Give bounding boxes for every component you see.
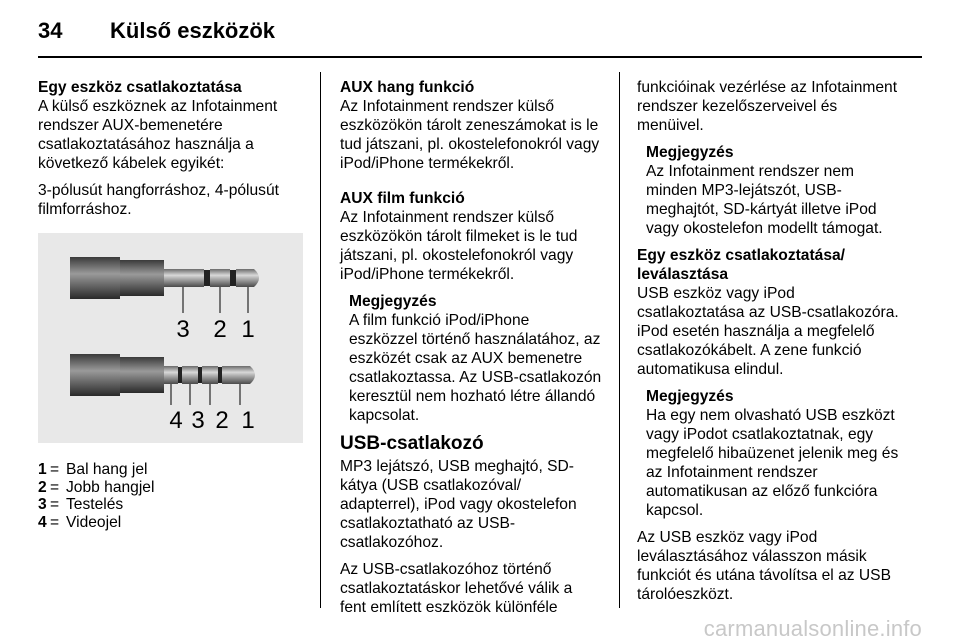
legend-text: Jobb hangjel (66, 478, 155, 496)
plug-3-sleeve (164, 269, 204, 287)
legend-list (38, 461, 300, 531)
plug-3-ring-insulator-2 (230, 270, 236, 286)
usb-text-1: MP3 lejátszó, USB meghajtó, SD-kátya (USB csatlakozóval/ adapterrel), iPod vagy okostelefon csatlakoztatható az USB-csatlakozóhoz. (340, 458, 577, 551)
plug-4-tip (222, 366, 255, 384)
plug-4-label-1: 1 (241, 407, 255, 434)
disconnect-text: Az USB eszköz vagy iPod leválasztásához válasszon másik funkciót és utána távolítsa el az USB tárolóeszközt. (637, 529, 891, 603)
legend-equals: = (50, 478, 60, 496)
page-title: Külső eszközök (110, 18, 276, 43)
page-number: 34 (38, 18, 63, 43)
legend-text: Bal hang jel (66, 461, 148, 478)
usb-text-2: Az USB-csatlakozóhoz történő csatlakoztatáskor lehetővé válik a fent említett eszközök különféle (340, 561, 573, 616)
note-box (646, 387, 899, 520)
header-rule (38, 56, 922, 58)
plug-3-ring-insulator-1 (204, 270, 210, 286)
legend-item (38, 461, 300, 479)
plug-3-label-1: 1 (241, 316, 255, 343)
legend-item (38, 514, 300, 532)
plug-3-grip (70, 257, 120, 299)
legend-item (38, 479, 300, 497)
plug-4-label-2: 2 (215, 407, 229, 434)
jack-plug-figure (38, 233, 303, 443)
plug-3-label-3: 3 (176, 316, 190, 343)
watermark: carmanualsonline.info (703, 616, 922, 641)
legend-number: 2 (38, 478, 47, 496)
connect-paragraph: A külső eszköznek az Infotainment rendszer AUX-bemenetére csatlakoztatásához használja a következő kábelek egyikét: (38, 98, 278, 172)
note-box (349, 292, 602, 425)
plug-3-collar (120, 260, 164, 296)
section-heading-connect: Egy eszköz csatlakoztatása (38, 79, 242, 96)
note-text: Ha egy nem olvasható USB eszközt vagy iPodot csatlakoztatnak, egy megfelelő hibaüzenet jelenik meg és az Infotainment rendszer automatikusan az előző funkcióra kapcsol. (646, 407, 899, 519)
plug-3-ring (210, 269, 230, 287)
pole-paragraph: 3-pólusút hangforráshoz, 4-pólusút filmforráshoz. (38, 182, 279, 218)
plug-3-label-2: 2 (213, 316, 227, 343)
column-1 (38, 78, 300, 531)
plug-4-ring-1 (182, 366, 198, 384)
column-divider-1 (320, 72, 321, 608)
plug-4-grip (70, 354, 120, 396)
legend-text: Videojel (66, 513, 122, 531)
note-title: Megjegyzés (349, 293, 437, 310)
column-divider-2 (619, 72, 620, 608)
note-text: A film funkció iPod/iPhone eszközzel történő használatához, az eszközét csak az AUX bemenetre csatlakoztassa. Az USB-csatlakozón keresztül nem hozható létre állandó kapcsolat. (349, 312, 602, 424)
plug-4-collar (120, 357, 164, 393)
note-text: Az Infotainment rendszer nem minden MP3-lejátszót, USB-meghajtót, SD-kártyát illetve iPod vagy okostelefon modellt támogat. (646, 163, 883, 237)
usb-heading: USB-csatlakozó (340, 433, 484, 454)
plug-4-pole (70, 354, 255, 434)
legend-number: 3 (38, 496, 47, 513)
connect-disconnect-heading: Egy eszköz csatlakoztatása/ leválasztása (637, 247, 846, 283)
plug-3-tip (236, 269, 259, 287)
jack-plugs-illustration (38, 233, 303, 443)
legend-item (38, 496, 300, 514)
legend-number: 1 (38, 461, 47, 478)
column-2 (340, 78, 602, 625)
column-3 (637, 78, 899, 612)
legend-equals: = (50, 496, 60, 513)
aux-sound-text: Az Infotainment rendszer külső eszközökön tárolt zeneszámokat is le tud játszani, pl. okostelefonokról vagy iPod/iPhone termékekről. (340, 98, 600, 172)
note-box (646, 143, 899, 238)
plug-4-insulator-3 (218, 367, 222, 383)
plug-4-ring-2 (202, 366, 218, 384)
plug-4-insulator-2 (198, 367, 202, 383)
page-header (38, 18, 275, 44)
plug-4-sleeve (164, 366, 178, 384)
continued-text: funkcióinak vezérlése az Infotainment rendszer kezelőszerveivel és menüivel. (637, 79, 898, 134)
legend-equals: = (50, 513, 60, 531)
aux-film-text: Az Infotainment rendszer külső eszközökön tárolt filmeket is le tud játszani, pl. okostelefonokról vagy iPod/iPhone termékekről. (340, 209, 578, 283)
aux-sound-heading: AUX hang funkció (340, 79, 475, 96)
plug-4-insulator-1 (178, 367, 182, 383)
plug-3-pole (70, 257, 259, 343)
plug-4-label-4: 4 (169, 407, 183, 434)
legend-equals: = (50, 461, 60, 478)
legend-number: 4 (38, 513, 47, 531)
aux-film-heading: AUX film funkció (340, 190, 465, 207)
note-title: Megjegyzés (646, 144, 734, 161)
connect-disconnect-text: USB eszköz vagy iPod csatlakoztatása az USB-csatlakozóra. iPod esetén használja a megfelelő csatlakozókábelt. A zene funkció automatikusa elindul. (637, 285, 899, 378)
note-title: Megjegyzés (646, 388, 734, 405)
legend-text: Testelés (66, 496, 124, 513)
plug-4-label-3: 3 (191, 407, 205, 434)
